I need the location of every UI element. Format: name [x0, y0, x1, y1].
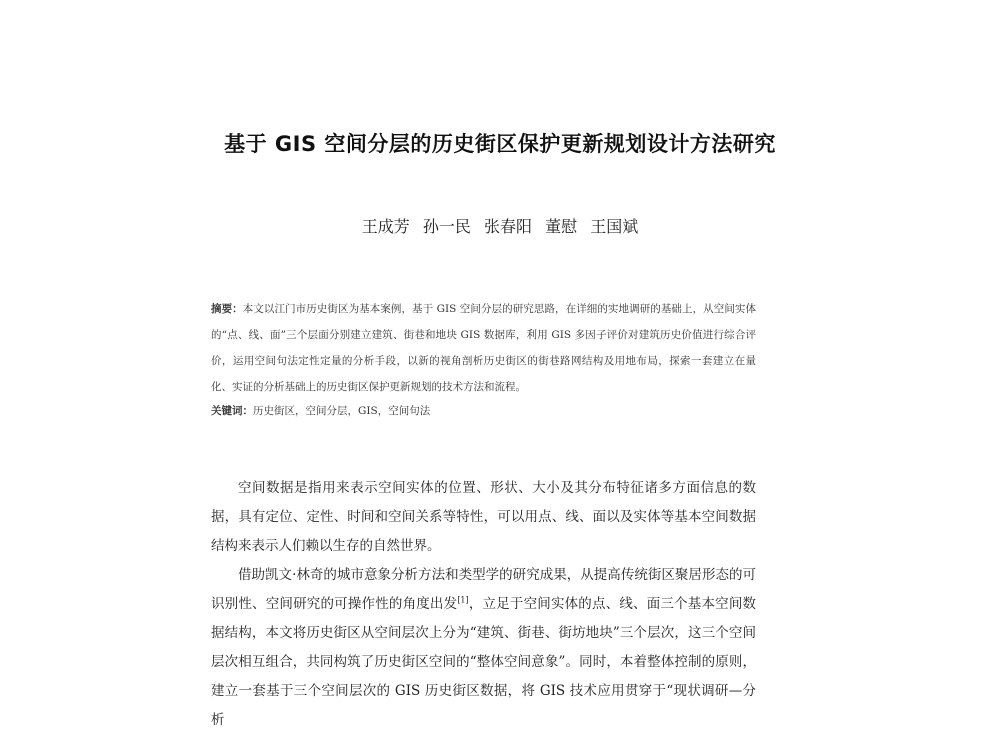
body-paragraph	[211, 561, 756, 735]
body-paragraph: 空间数据是指用来表示空间实体的位置、形状、大小及其分布特征诸多方面信息的数据，具有定位、定性、时间和空间关系等特性，可以用点、线、面以及实体等基本空间数据结构来表示人们赖以生存的自然世界。	[211, 480, 756, 554]
abstract-text: 本文以江门市历史街区为基本案例，基于 GIS 空间分层的研究思路，在详细的实地调研的基础上，从空间实体的“点、线、面”三个层面分别建立建筑、街巷和地块 GIS 数据库，利用 GIS 多因子评价对建筑历史价值进行综合评价，运用空间句法定性定量的分析手段，以新的视角剖析历史街区的街巷路网结构及用地布局，探索一套建立在量化、实证的分析基础上的历史街区保护更新规划的技术方法和流程。	[211, 303, 756, 393]
keywords-label: 关键词：	[211, 405, 253, 417]
author-name: 王国斌	[590, 217, 639, 236]
author-list	[0, 214, 1000, 237]
keywords-text: 历史街区，空间分层，GIS，空间句法	[253, 405, 431, 417]
body-paragraph-part: ，立足于空间实体的点、线、面三个基本空间数据结构，本文将历史街区从空间层次上分为“建筑、街巷、街坊地块”三个层次，这三个空间层次相互组合，共同构筑了历史街区空间的“整体空间意象”。同时，本着整体控制的原则，建立一套基于三个空间层次的 GIS 历史街区数据，将 GIS 技术应用贯穿于“现状调研—分析	[211, 596, 757, 728]
keywords	[211, 398, 756, 424]
author-name: 王成芳	[361, 217, 410, 236]
body-text	[211, 474, 756, 735]
citation-ref: [1]	[457, 595, 469, 605]
abstract-label: 摘要：	[211, 303, 243, 315]
author-name: 董慰	[545, 217, 578, 236]
body-paragraph-part: 借助凯文·林奇的城市意象分析方法和类型学的研究成果，从提高传统街区聚居形态的可识别性、空间研究的可操作性的角度出发	[211, 567, 756, 612]
paper-title: 基于 GIS 空间分层的历史街区保护更新规划设计方法研究	[224, 132, 776, 156]
abstract	[211, 296, 756, 400]
author-name: 孙一民	[422, 217, 471, 236]
author-name: 张春阳	[483, 217, 532, 236]
